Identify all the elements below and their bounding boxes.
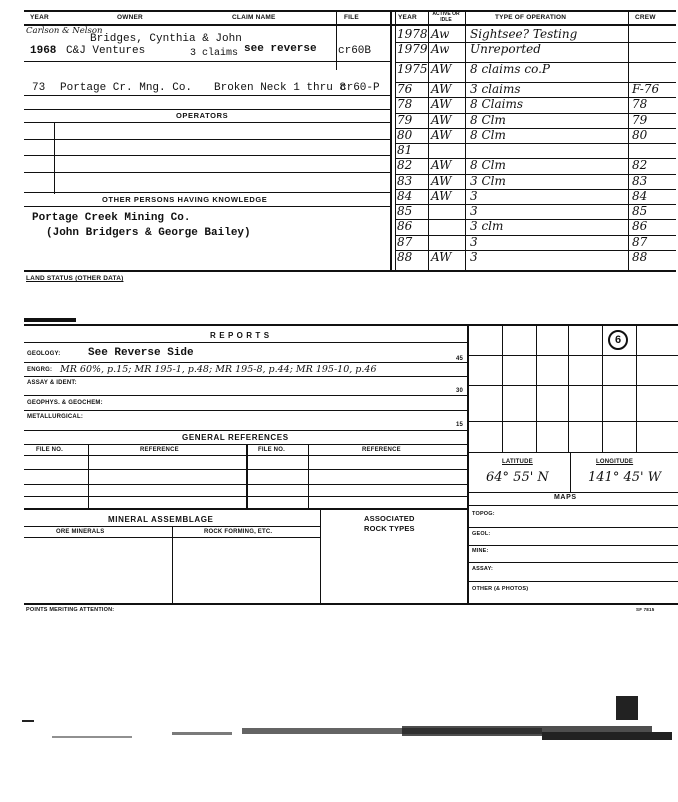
geology-value: See Reverse Side	[88, 347, 194, 359]
activity-year: 87	[397, 235, 413, 249]
claim-name-2: Broken Neck 1 thru 8	[214, 82, 347, 94]
geophys-rule	[24, 410, 467, 411]
claim-name-1: see reverse	[244, 43, 317, 55]
geology-num: 45	[456, 356, 464, 362]
owner-year-1: 1968	[30, 45, 57, 57]
metallurgical-num: 15	[456, 422, 464, 428]
col-file-no-2: FILE NO.	[258, 447, 285, 453]
activity-year: 1978	[397, 27, 428, 41]
activity-operation: Unreported	[470, 42, 541, 56]
activity-year: 88	[397, 250, 413, 264]
status-col-left	[428, 10, 429, 272]
activity-operation: 3	[470, 235, 478, 249]
activity-year: 1975	[397, 62, 428, 76]
activity-status: AW	[431, 128, 452, 142]
operators-row4	[24, 192, 390, 193]
knowledge-line-2: (John Bridgers & George Bailey)	[46, 227, 251, 239]
latitude-value: 64° 55' N	[486, 470, 549, 485]
form-number: SF 7815	[636, 607, 655, 612]
col-owner-header: OWNER	[117, 14, 143, 21]
activity-row-rule	[395, 82, 676, 83]
associated-col-sep	[320, 508, 321, 604]
activity-crew: 83	[632, 174, 648, 188]
ore-minerals-label: ORE MINERALS	[56, 529, 105, 535]
owner-claims-1: 3 claims	[190, 48, 239, 59]
activity-row-rule	[395, 128, 676, 129]
reports-header-rule	[24, 342, 467, 343]
handwritten-owner: Carlson & Nelson	[26, 26, 103, 36]
activity-row-rule	[395, 174, 676, 175]
activity-crew: 82	[632, 158, 648, 172]
longitude-label: LONGITUDE	[596, 459, 634, 465]
owner-name-1: Bridges, Cynthia & John	[90, 33, 242, 45]
grid-v3	[568, 324, 569, 452]
ref-col-sep-3	[308, 444, 309, 508]
operators-title: OPERATORS	[176, 111, 229, 120]
associated-label: ASSOCIATED	[364, 514, 415, 523]
metallurgical-rule	[24, 430, 467, 431]
activity-year: 79	[397, 113, 413, 127]
maps-title-rule	[467, 505, 678, 506]
maps-geol: GEOL:	[472, 531, 491, 537]
activity-year: 80	[397, 128, 413, 142]
col-type-of-operation-header: TYPE OF OPERATION	[495, 14, 567, 21]
assay-rule	[24, 395, 467, 396]
activity-row-rule	[395, 235, 676, 236]
geology-rule	[24, 362, 467, 363]
grid-h1	[467, 355, 678, 356]
year-col-left	[395, 10, 396, 272]
points-meriting-attention-label: POINTS MERITING ATTENTION:	[26, 607, 115, 613]
activity-crew: 88	[632, 250, 648, 264]
activity-status: Aw	[431, 42, 450, 56]
knowledge-line-1: Portage Creek Mining Co.	[32, 212, 191, 224]
maps-topog: TOPOG:	[472, 511, 495, 517]
file-2: cr60-P	[340, 82, 380, 94]
coord-col-sep	[570, 452, 571, 492]
activity-row-rule	[395, 113, 676, 114]
col-active-idle-header: ACTIVE OR IDLE	[432, 11, 460, 23]
activity-status: Aw	[431, 27, 450, 41]
owner-row1-rule	[24, 61, 390, 62]
grid-v5	[636, 324, 637, 452]
activity-year: 85	[397, 204, 413, 218]
operators-top-rule	[24, 109, 390, 110]
latitude-label: LATITUDE	[502, 459, 533, 465]
engrg-value: MR 60%, p.15; MR 195-1, p.48; MR 195-8, p.44; MR 195-10, p.46	[60, 364, 377, 375]
engrg-rule	[24, 376, 467, 377]
grid-h3	[467, 421, 678, 422]
assay-num: 30	[456, 388, 464, 394]
grid-h2	[467, 385, 678, 386]
activity-crew: 80	[632, 128, 648, 142]
knowledge-header-rule	[24, 206, 390, 207]
activity-status: AW	[431, 189, 452, 203]
grid-v2	[536, 324, 537, 452]
activity-status: AW	[431, 62, 452, 76]
activity-row-rule	[395, 204, 676, 205]
mineral-assemblage-title: MINERAL ASSEMBLAGE	[108, 515, 214, 524]
operators-row2	[24, 155, 390, 156]
activity-year: 1979	[397, 42, 428, 56]
col-year2-header: YEAR	[398, 14, 417, 21]
ref-row-2	[24, 484, 467, 485]
maps-assay: ASSAY:	[472, 566, 494, 572]
activity-status: AW	[431, 97, 452, 111]
activity-crew: 78	[632, 97, 648, 111]
geophys-label: GEOPHYS. & GEOCHEM:	[27, 400, 103, 406]
reports-title: R E P O R T S	[210, 331, 270, 340]
maps-rule-1	[467, 527, 678, 528]
activity-crew: 79	[632, 113, 648, 127]
activity-operation: 8 Clm	[470, 128, 506, 142]
operation-col-left	[465, 10, 466, 272]
activity-operation: 8 claims co.P	[470, 62, 550, 76]
crew-col-left	[628, 10, 629, 272]
file-1: cr60B	[338, 45, 372, 57]
activity-row-rule	[395, 62, 676, 63]
activity-operation: 3 claims	[470, 82, 521, 96]
activity-operation: 3	[470, 189, 478, 203]
reports-top-rule	[24, 324, 678, 326]
activity-status: AW	[431, 174, 452, 188]
torn-edge-mark	[24, 318, 76, 322]
activity-row-rule	[395, 158, 676, 159]
coord-top-rule	[467, 452, 678, 453]
activity-crew: 85	[632, 204, 648, 218]
grid-v4	[602, 324, 603, 452]
activity-row-rule	[395, 250, 676, 251]
engrg-label: ENGRG:	[27, 367, 53, 373]
maps-rule-4	[467, 581, 678, 582]
ref-row-3	[24, 496, 467, 497]
references-bottom-rule	[24, 508, 467, 510]
activity-operation: 3 clm	[470, 219, 504, 233]
mineral-col-sep	[172, 526, 173, 604]
activity-status: AW	[431, 82, 452, 96]
operators-col-sep	[54, 122, 55, 194]
activity-crew: 84	[632, 189, 648, 203]
mineral-bottom-rule	[24, 603, 678, 605]
operators-header-rule	[24, 122, 390, 123]
activity-year: 81	[397, 143, 413, 157]
geology-label: GEOLOGY:	[27, 351, 61, 357]
activity-operation: 8 Claims	[470, 97, 523, 111]
activity-year: 78	[397, 97, 413, 111]
activity-year: 83	[397, 174, 413, 188]
activity-row-rule	[395, 97, 676, 98]
left-block-right-edge	[390, 10, 392, 272]
activity-status: AW	[431, 250, 452, 264]
top-form-bottom-rule	[24, 270, 676, 272]
activity-year: 76	[397, 82, 413, 96]
land-status-label: LAND STATUS (OTHER DATA)	[26, 275, 124, 282]
grid-v1	[502, 324, 503, 452]
operators-row3	[24, 172, 390, 173]
activity-row-rule	[395, 189, 676, 190]
metallurgical-label: METALLURGICAL:	[27, 414, 84, 420]
activity-status: AW	[431, 113, 452, 127]
col-reference: REFERENCE	[140, 447, 179, 453]
activity-row-rule	[395, 143, 676, 144]
header-top-rule	[24, 10, 676, 12]
activity-year: 86	[397, 219, 413, 233]
ref-row-1	[24, 469, 467, 470]
general-references-title: GENERAL REFERENCES	[182, 433, 289, 442]
knowledge-title: OTHER PERSONS HAVING KNOWLEDGE	[102, 195, 268, 204]
coord-bottom-rule	[467, 492, 678, 493]
activity-operation: 3 Clm	[470, 174, 506, 188]
activity-operation: Sightsee? Testing	[470, 27, 578, 41]
operators-row1	[24, 139, 390, 140]
rock-types-label: ROCK TYPES	[364, 524, 415, 533]
maps-mine: MINE:	[472, 548, 489, 554]
activity-operation: 3	[470, 250, 478, 264]
header-bottom-rule	[24, 24, 676, 26]
assay-label: ASSAY & IDENT:	[27, 380, 77, 386]
activity-row-rule	[395, 219, 676, 220]
owner-year-2: 73	[32, 82, 46, 94]
ref-col-sep-2	[246, 444, 248, 508]
scan-dark-block	[616, 696, 638, 720]
col-reference-2: REFERENCE	[362, 447, 401, 453]
circle-mark: 6	[608, 330, 628, 350]
owner-company-1: C&J Ventures	[66, 45, 146, 57]
longitude-value: 141° 45' W	[588, 470, 662, 485]
activity-year: 84	[397, 189, 413, 203]
col-year-header: YEAR	[30, 14, 49, 21]
maps-rule-2	[467, 545, 678, 546]
activity-crew: F-76	[632, 82, 660, 96]
maps-title: MAPS	[554, 494, 577, 501]
maps-other: OTHER (& PHOTOS)	[472, 586, 529, 592]
activity-row-rule	[395, 42, 676, 43]
activity-operation: 3	[470, 204, 478, 218]
activity-operation: 8 Clm	[470, 113, 506, 127]
scan-artifact-band	[22, 718, 676, 748]
owner-name-2: Portage Cr. Mng. Co.	[60, 82, 193, 94]
activity-status: AW	[431, 158, 452, 172]
col-file-no: FILE NO.	[36, 447, 63, 453]
rock-forming-label: ROCK FORMING, ETC.	[204, 529, 273, 535]
activity-crew: 87	[632, 235, 648, 249]
maps-rule-3	[467, 562, 678, 563]
activity-crew: 86	[632, 219, 648, 233]
ref-col-sep-1	[88, 444, 89, 508]
col-claim-name-header: CLAIM NAME	[232, 14, 276, 21]
activity-operation: 8 Clm	[470, 158, 506, 172]
col-file-header: FILE	[344, 14, 359, 21]
owner-row2-rule	[24, 95, 390, 96]
activity-year: 82	[397, 158, 413, 172]
col-crew-header: CREW	[635, 14, 656, 21]
